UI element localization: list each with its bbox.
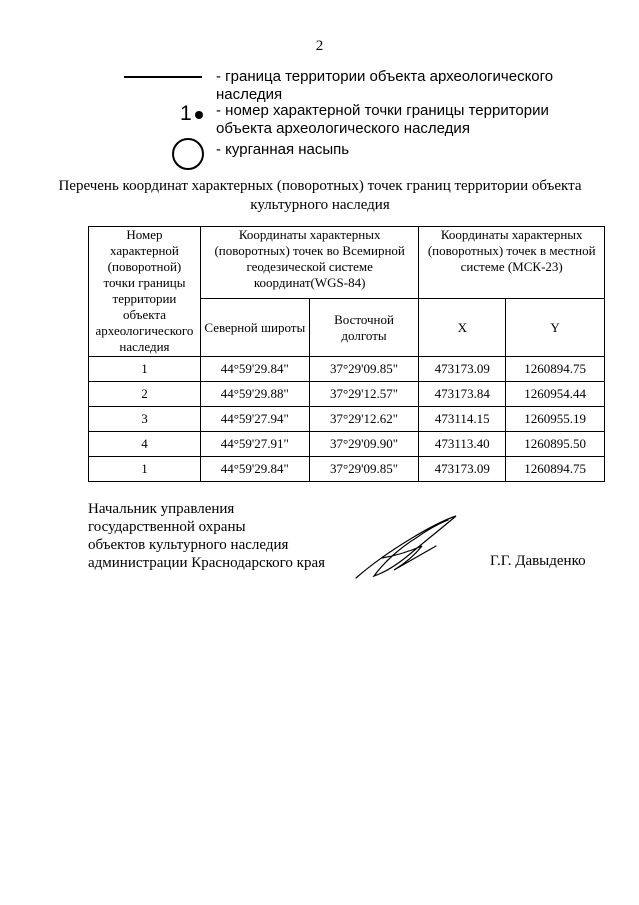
table-row <box>89 382 605 407</box>
cell-y: 1260955.19 <box>506 407 605 432</box>
signatory-title-line: администрации Краснодарского края <box>88 555 326 571</box>
header-x: X <box>419 299 506 357</box>
cell-north: 44°59'27.91" <box>200 432 309 457</box>
cell-north: 44°59'29.88" <box>200 382 309 407</box>
point-marker-number: 1 <box>180 102 192 125</box>
legend-text-mound: - курганная насыпь <box>216 141 350 158</box>
handwritten-signature-icon <box>352 512 462 582</box>
signer-name: Г.Г. Давыденко <box>490 553 586 569</box>
legend-text-point: - номер характерной точки границы территории объекта археологического наследия <box>216 102 549 137</box>
cell-x: 473173.09 <box>419 357 506 382</box>
signatory-title-line: объектов культурного наследия <box>88 537 289 553</box>
header-east: Восточной долготы <box>309 299 419 357</box>
legend-text-boundary: - граница территории объекта археологического наследия <box>216 68 554 103</box>
cell-north: 44°59'29.84" <box>200 457 309 482</box>
header-wgs-group: Координаты характерных (поворотных) точек во Всемирной геодезической системе координат(WGS-84) <box>200 227 418 299</box>
cell-point: 1 <box>89 357 201 382</box>
cell-north: 44°59'27.94" <box>200 407 309 432</box>
cell-y: 1260895.50 <box>506 432 605 457</box>
cell-x: 473173.84 <box>419 382 506 407</box>
cell-east: 37°29'09.90" <box>309 432 419 457</box>
header-msk-group: Координаты характерных (поворотных) точек в местной системе (МСК-23) <box>419 227 605 299</box>
table-row <box>89 432 605 457</box>
cell-east: 37°29'09.85" <box>309 357 419 382</box>
cell-point: 4 <box>89 432 201 457</box>
cell-x: 473113.40 <box>419 432 506 457</box>
table-row <box>89 457 605 482</box>
cell-point: 2 <box>89 382 201 407</box>
header-point-number: Номер характерной (поворотной) точки границы территории объекта археологического наследия <box>89 227 201 357</box>
mound-circle-icon <box>120 138 210 178</box>
point-marker-icon <box>120 102 210 142</box>
cell-x: 473173.09 <box>419 457 506 482</box>
table-title: Перечень координат характерных (поворотных) точек границ территории объекта культурного наследия <box>58 178 582 213</box>
signatory-title-line: государственной охраны <box>88 519 246 535</box>
table-row <box>89 407 605 432</box>
coordinates-table <box>88 226 605 482</box>
cell-point: 1 <box>89 457 201 482</box>
point-dot-icon <box>195 111 203 119</box>
cell-x: 473114.15 <box>419 407 506 432</box>
cell-y: 1260894.75 <box>506 357 605 382</box>
cell-east: 37°29'09.85" <box>309 457 419 482</box>
legend-item-point <box>120 102 600 142</box>
signatory-title <box>88 500 388 572</box>
cell-point: 3 <box>89 407 201 432</box>
cell-north: 44°59'29.84" <box>200 357 309 382</box>
header-y: Y <box>506 299 605 357</box>
signatory-title-line: Начальник управления <box>88 501 235 517</box>
header-north: Северной широты <box>200 299 309 357</box>
cell-east: 37°29'12.57" <box>309 382 419 407</box>
cell-y: 1260894.75 <box>506 457 605 482</box>
cell-y: 1260954.44 <box>506 382 605 407</box>
legend-item-mound <box>120 138 600 178</box>
table-row <box>89 357 605 382</box>
page-number: 2 <box>315 38 324 54</box>
cell-east: 37°29'12.62" <box>309 407 419 432</box>
